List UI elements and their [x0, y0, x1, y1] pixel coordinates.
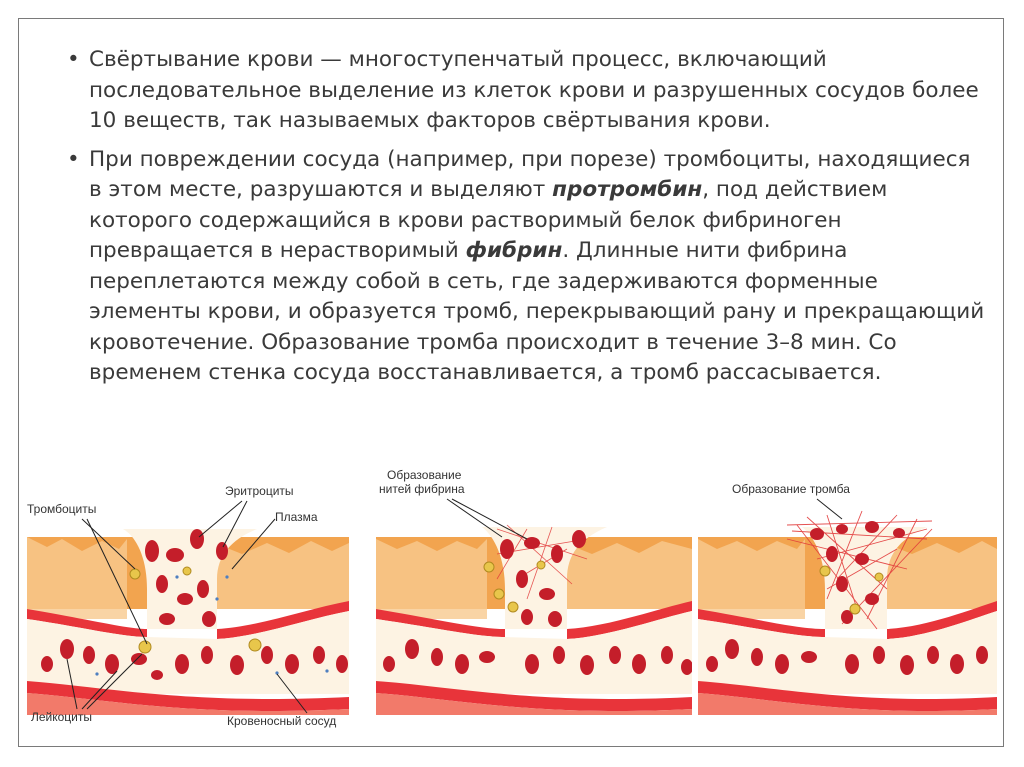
- paragraph-text: , под действием которого содержащийся в крови растворимый белок фибриноген превращается в нерастворимый: [89, 177, 888, 263]
- blood-clotting-illustration: [27, 459, 997, 735]
- panel-1-vessel-injury: [27, 529, 349, 715]
- label-thrombus: Образование тромба: [732, 482, 850, 496]
- slide: [18, 18, 1004, 747]
- label-blood-vessel: Кровеносный сосуд: [227, 714, 337, 728]
- text-block: [67, 45, 987, 397]
- panel-3-thrombus-formation: [698, 511, 997, 715]
- paragraph-1: [67, 45, 987, 137]
- label-fibrin-line-1: Образование: [387, 468, 462, 482]
- paragraph-text: При повреждении сосуда (например, при порезе) тромбоциты, находящиеся в этом месте, разрушаются и выделяют: [89, 146, 971, 202]
- label-erythrocytes: Эритроциты: [225, 484, 294, 498]
- bullet-icon: •: [67, 47, 80, 72]
- paragraph-2: [67, 145, 987, 389]
- label-platelets: Тромбоциты: [27, 502, 97, 516]
- label-plasma: Плазма: [275, 510, 318, 524]
- panel-2-fibrin-threads: [376, 525, 693, 715]
- paragraph-text: Свёртывание крови — многоступенчатый процесс, включающий последовательное выделение из клеток крови и разрушенных сосудов более 10 веществ, так называемых факторов свёртывания крови.: [89, 47, 979, 133]
- label-fibrin-line-2: нитей фибрина: [379, 482, 465, 496]
- term-prothrombin: протромбин: [552, 177, 703, 202]
- term-fibrin: фибрин: [465, 238, 563, 263]
- paragraph-text: . Длинные нити фибрина переплетаются между собой в сеть, где задерживаются форменные элементы крови, и образуется тромб, перекрывающий рану и прекращающий кровотечение. Образование тромба происходит в течение 3–8 мин. Со временем стенка сосуда восстанавливается, а тромб рассасывается.: [89, 238, 985, 385]
- bullet-icon: •: [67, 146, 80, 172]
- label-leukocytes: Лейкоциты: [31, 710, 93, 724]
